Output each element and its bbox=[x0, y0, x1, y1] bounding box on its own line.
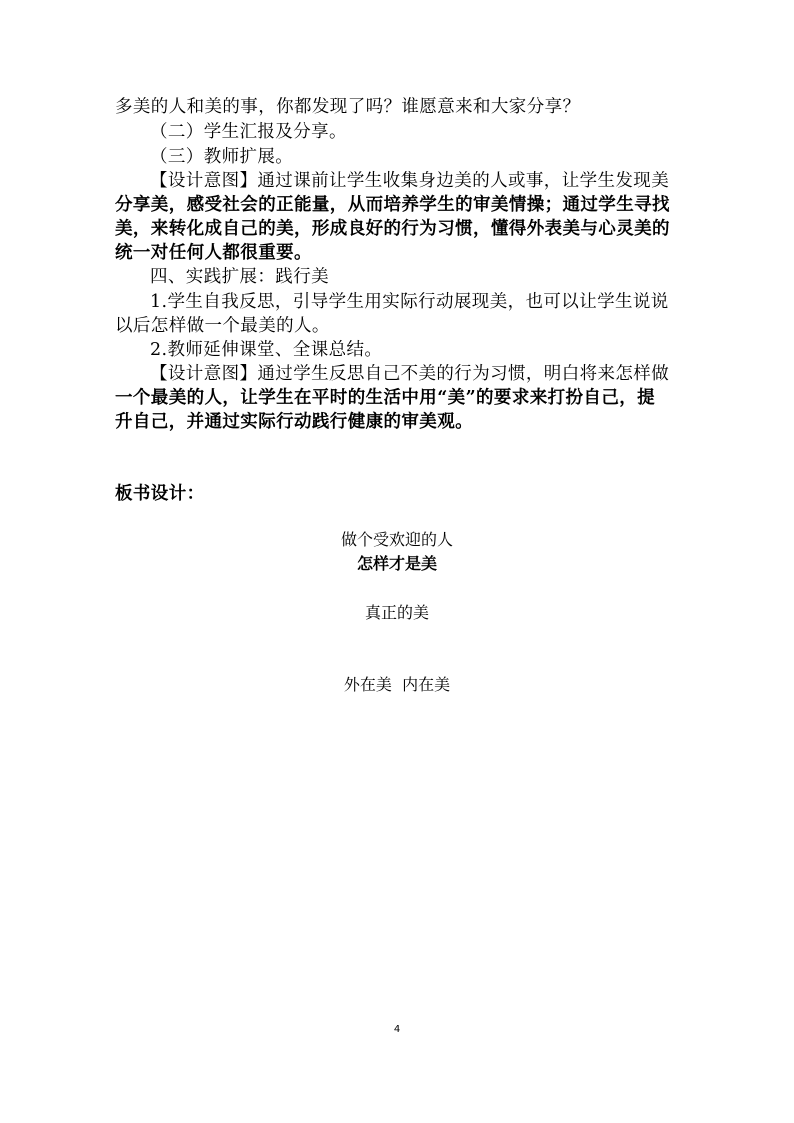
step-student-report: （二）学生汇报及分享。 bbox=[150, 122, 347, 142]
design-intent-1-line-3: 美，来转化成自己的美，形成良好的行为习惯，懂得外表美与心灵美的 bbox=[115, 219, 670, 239]
board-title: 做个受欢迎的人 bbox=[340, 530, 453, 549]
board-design-heading: 板书设计： bbox=[115, 484, 205, 504]
page-number: 4 bbox=[393, 1024, 401, 1035]
practice-item-1-line-1: 1.学生自我反思，引导学生用实际行动展现美，也可以让学生说说 bbox=[150, 292, 669, 312]
design-intent-2-line-3: 升自己，并通过实际行动践行健康的审美观。 bbox=[115, 412, 473, 432]
section-heading-practice: 四、实践扩展：践行美 bbox=[150, 267, 329, 287]
board-subtitle: 怎样才是美 bbox=[356, 554, 437, 573]
practice-item-1-line-2: 以后怎样做一个最美的人。 bbox=[115, 316, 330, 336]
board-inner-outer: 外在美 内在美 bbox=[343, 675, 451, 694]
step-teacher-extend: （三）教师扩展。 bbox=[150, 147, 294, 167]
paragraph-intro: 多美的人和美的事，你都发现了吗？谁愿意来和大家分享？ bbox=[115, 97, 581, 117]
design-intent-2-line-1: 【设计意图】通过学生反思自己不美的行为习惯，明白将来怎样做 bbox=[150, 364, 670, 384]
practice-item-2: 2.教师延伸课堂、全课总结。 bbox=[150, 340, 383, 360]
board-true-beauty: 真正的美 bbox=[364, 603, 429, 622]
design-intent-2-line-2: 一个最美的人，让学生在平时的生活中用“美”的要求来打扮自己，提 bbox=[115, 388, 656, 408]
design-intent-1-line-2: 分享美，感受社会的正能量，从而培养学生的审美情操；通过学生寻找 bbox=[115, 195, 670, 215]
design-intent-1-line-4: 统一对任何人都很重要。 bbox=[115, 243, 312, 263]
design-intent-1-line-1: 【设计意图】通过课前让学生收集身边美的人或事，让学生发现美 bbox=[150, 171, 670, 191]
